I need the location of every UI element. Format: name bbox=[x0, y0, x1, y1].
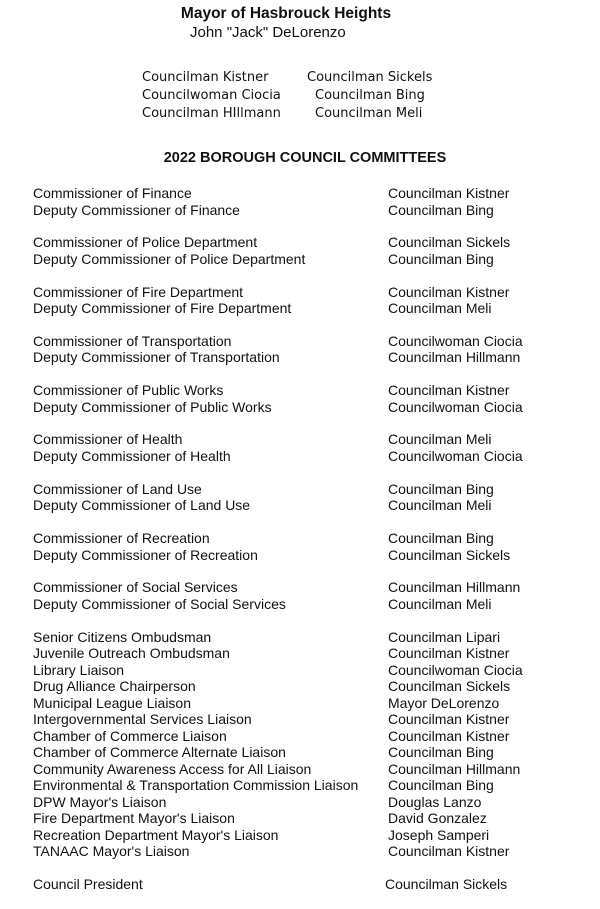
role: Deputy Commissioner of Finance bbox=[33, 201, 240, 218]
holder: Councilman Meli bbox=[388, 595, 492, 612]
liaison-row bbox=[33, 794, 593, 811]
role: Deputy Commissioner of Land Use bbox=[33, 497, 251, 514]
council-member: Councilman Bing bbox=[315, 88, 425, 103]
role: Deputy Commissioner of Police Department bbox=[33, 250, 306, 267]
council-president-label: Council President bbox=[33, 876, 143, 892]
spacer bbox=[33, 267, 593, 283]
role: Commissioner of Transportation bbox=[33, 332, 232, 349]
holder: Councilwoman Ciocia bbox=[388, 398, 523, 415]
liaison-row bbox=[33, 744, 593, 761]
deputy-row bbox=[33, 596, 593, 613]
holder: Councilman Sickels bbox=[388, 234, 511, 251]
holder: Councilman Bing bbox=[388, 744, 494, 761]
liaison-row bbox=[33, 728, 593, 745]
council-member: Councilman Kistner bbox=[142, 70, 269, 85]
holder: Councilman Kistner bbox=[388, 727, 510, 744]
holder: Councilman Hillmann bbox=[388, 760, 521, 777]
holder: Councilwoman Ciocia bbox=[388, 447, 523, 464]
holder: David Gonzalez bbox=[388, 810, 487, 827]
deputy-row bbox=[33, 448, 593, 465]
spacer bbox=[33, 612, 593, 628]
document-title bbox=[0, 5, 600, 23]
holder: Joseph Samperi bbox=[388, 826, 490, 843]
role: Chamber of Commerce Liaison bbox=[33, 727, 227, 744]
holder: Councilman Bing bbox=[388, 250, 494, 267]
holder: Councilwoman Ciocia bbox=[388, 332, 523, 349]
holder: Councilman Sickels bbox=[388, 546, 511, 563]
holder: Councilman Bing bbox=[388, 777, 494, 794]
spacer bbox=[33, 514, 593, 530]
holder: Councilman Meli bbox=[388, 497, 492, 514]
role: Recreation Department Mayor's Liaison bbox=[33, 826, 279, 843]
role: Chamber of Commerce Alternate Liaison bbox=[33, 744, 286, 761]
commission-row bbox=[33, 382, 593, 399]
liaison-row bbox=[33, 711, 593, 728]
liaison-row bbox=[33, 695, 593, 712]
liaison-row bbox=[33, 645, 593, 662]
council-member: Councilman Sickels bbox=[307, 70, 433, 85]
spacer bbox=[33, 366, 593, 382]
role: Commissioner of Health bbox=[33, 431, 183, 448]
spacer bbox=[33, 464, 593, 480]
commission-row bbox=[33, 234, 593, 251]
deputy-row bbox=[33, 300, 593, 317]
spacer bbox=[33, 218, 593, 234]
council-member: Councilman HIllmann bbox=[142, 106, 281, 121]
holder: Councilman Meli bbox=[388, 431, 492, 448]
liaison-row bbox=[33, 761, 593, 778]
role: Community Awareness Access for All Liaison bbox=[33, 760, 312, 777]
role: Commissioner of Land Use bbox=[33, 480, 202, 497]
holder: Councilman Kistner bbox=[388, 185, 510, 201]
liaison-row bbox=[33, 810, 593, 827]
committees-heading bbox=[0, 150, 600, 166]
deputy-row bbox=[33, 202, 593, 219]
holder: Councilman Kistner bbox=[388, 645, 510, 662]
role: Deputy Commissioner of Transportation bbox=[33, 349, 280, 366]
holder: Councilman Kistner bbox=[388, 843, 510, 860]
holder: Councilman Kistner bbox=[388, 711, 510, 728]
commission-row bbox=[33, 333, 593, 350]
deputy-row bbox=[33, 497, 593, 514]
holder: Mayor DeLorenzo bbox=[388, 694, 500, 711]
liaison-row bbox=[33, 629, 593, 646]
liaison-row bbox=[33, 843, 593, 860]
role: Deputy Commissioner of Recreation bbox=[33, 546, 258, 563]
role: DPW Mayor's Liaison bbox=[33, 793, 167, 810]
holder: Councilwoman Ciocia bbox=[388, 661, 523, 678]
holder: Councilman Bing bbox=[388, 530, 494, 547]
role: Deputy Commissioner of Health bbox=[33, 447, 231, 464]
commission-row bbox=[33, 579, 593, 596]
role: Fire Department Mayor's Liaison bbox=[33, 810, 235, 827]
holder: Councilman Kistner bbox=[388, 283, 510, 300]
title-text: Mayor of Hasbrouck Heights bbox=[180, 5, 392, 22]
holder: Councilman Lipari bbox=[388, 628, 501, 645]
role: Commissioner of Police Department bbox=[33, 234, 258, 251]
role: Library Liaison bbox=[33, 661, 125, 678]
role: Juvenile Outreach Ombudsman bbox=[33, 645, 230, 662]
council-president-holder: Councilman Sickels bbox=[385, 876, 508, 892]
holder: Douglas Lanzo bbox=[388, 793, 482, 810]
commission-row bbox=[33, 284, 593, 301]
commission-row bbox=[33, 481, 593, 498]
council-member: Councilwoman Ciocia bbox=[142, 88, 281, 103]
holder: Councilman Hillmann bbox=[388, 349, 521, 366]
deputy-row bbox=[33, 251, 593, 268]
liaison-row bbox=[33, 678, 593, 695]
holder: Councilman Kistner bbox=[388, 382, 510, 399]
role: TANAAC Mayor's Liaison bbox=[33, 843, 190, 860]
role: Commissioner of Recreation bbox=[33, 530, 210, 547]
role: Commissioner of Finance bbox=[33, 185, 192, 201]
role: Intergovernmental Services Liaison bbox=[33, 711, 252, 728]
committee-list bbox=[33, 185, 593, 860]
council-members-left bbox=[142, 69, 281, 123]
holder: Councilman Bing bbox=[388, 201, 494, 218]
liaison-row bbox=[33, 827, 593, 844]
spacer bbox=[33, 563, 593, 579]
role: Senior Citizens Ombudsman bbox=[33, 628, 212, 645]
heading-text: 2022 BOROUGH COUNCIL COMMITTEES bbox=[163, 150, 447, 166]
role: Deputy Commissioner of Public Works bbox=[33, 398, 272, 415]
commission-row bbox=[33, 530, 593, 547]
spacer bbox=[33, 415, 593, 431]
role: Environmental & Transportation Commission Liaison bbox=[33, 777, 359, 794]
holder: Councilman Sickels bbox=[388, 678, 511, 695]
liaison-row bbox=[33, 777, 593, 794]
council-member: Councilman Meli bbox=[315, 106, 423, 121]
deputy-row bbox=[33, 399, 593, 416]
deputy-row bbox=[33, 349, 593, 366]
commission-row bbox=[33, 185, 593, 202]
role: Municipal League Liaison bbox=[33, 694, 191, 711]
role: Deputy Commissioner of Fire Department bbox=[33, 300, 292, 317]
holder: Councilman Bing bbox=[388, 480, 494, 497]
council-members-right bbox=[307, 69, 432, 123]
role: Drug Alliance Chairperson bbox=[33, 678, 196, 695]
holder: Councilman Hillmann bbox=[388, 579, 521, 596]
role: Commissioner of Public Works bbox=[33, 382, 224, 399]
liaison-row bbox=[33, 662, 593, 679]
holder: Councilman Meli bbox=[388, 300, 492, 317]
spacer bbox=[33, 317, 593, 333]
deputy-row bbox=[33, 547, 593, 564]
role: Deputy Commissioner of Social Services bbox=[33, 595, 286, 612]
mayor-name: John "Jack" DeLorenzo bbox=[190, 24, 346, 41]
role: Commissioner of Social Services bbox=[33, 579, 238, 596]
role: Commissioner of Fire Department bbox=[33, 283, 244, 300]
commission-row bbox=[33, 431, 593, 448]
